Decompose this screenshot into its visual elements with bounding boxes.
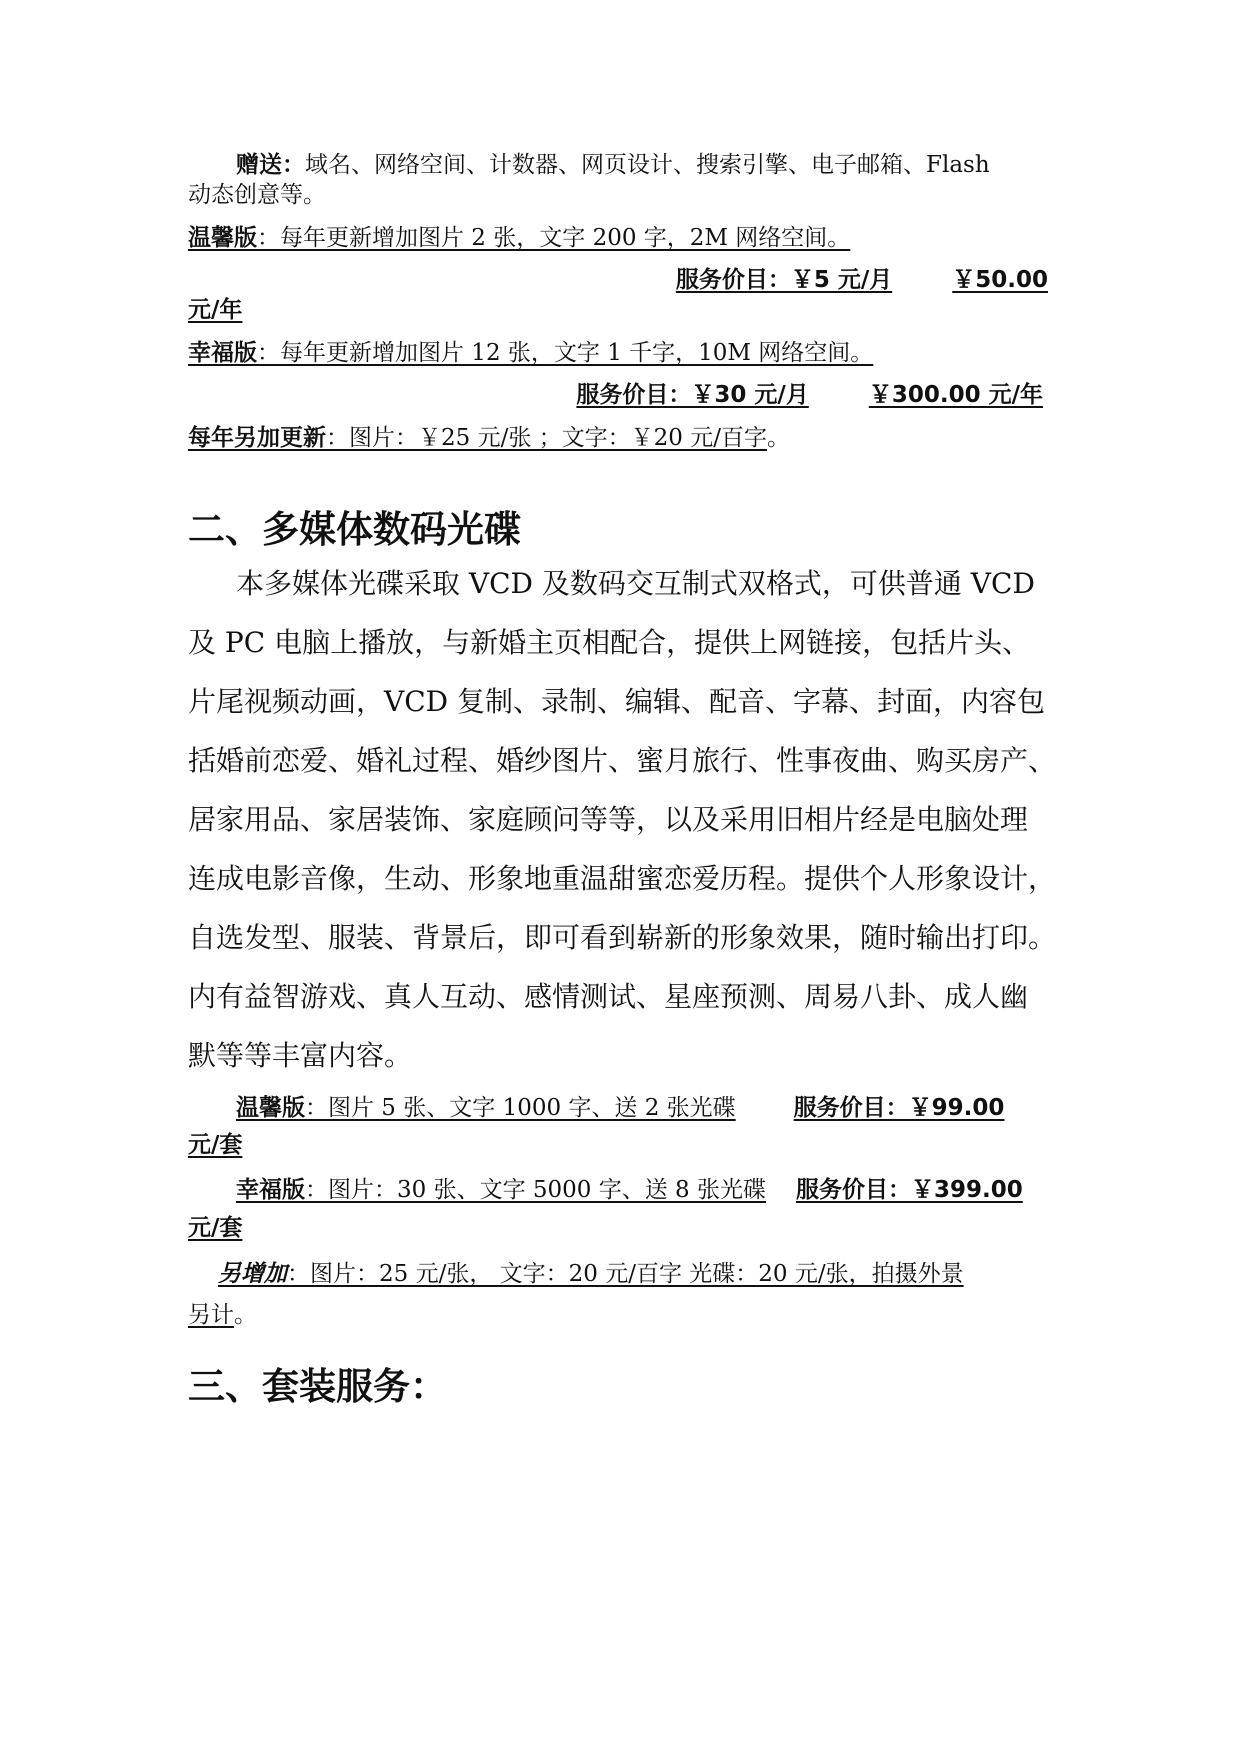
warm-price-month: 服务价目：￥5 元/月: [675, 267, 893, 293]
warm-price-line-2: [188, 295, 1053, 325]
happy-version-line: [188, 338, 1053, 368]
paragraph-line-4: 括婚前恋爱、婚礼过程、婚纱图片、蜜月旅行、性事夜曲、购买房产、: [188, 744, 1057, 777]
paragraph-line-7: 自选发型、服装、背景后，即可看到崭新的形象效果，随时输出打印。: [188, 921, 1057, 954]
cd-extra-line-2: [188, 1300, 1053, 1330]
happy-price-month: 服务价目：￥30 元/月: [576, 382, 809, 408]
gift-text: 域名、网络空间、计数器、网页设计、搜索引擎、电子邮箱、Flash: [305, 152, 990, 178]
warm-price-year-b: 元/年: [188, 297, 243, 323]
cd-happy-price-unit: 元/套: [188, 1215, 243, 1241]
cd-warm-price: 服务价目：￥99.00: [793, 1095, 1005, 1121]
gift-line-2: [188, 180, 1053, 210]
cd-extra-end: 。: [234, 1302, 257, 1328]
paragraph-line-2: 及 PC 电脑上播放，与新婚主页相配合，提供上网链接，包括片头、: [188, 626, 1031, 659]
cd-extra-text-2: 另计: [188, 1302, 234, 1328]
warm-label: 温馨版: [188, 225, 257, 251]
gift-line: [188, 150, 1053, 180]
cd-extra-text: ：图片：25 元/张， 文字：20 元/百字 光碟：20 元/张，拍摄外景: [287, 1261, 964, 1287]
cd-happy-label: 幸福版: [236, 1177, 305, 1203]
cd-happy-price: 服务价目：￥399.00: [796, 1177, 1023, 1203]
paragraph-line-9: 默等等丰富内容。: [188, 1039, 413, 1072]
paragraph-line-3: 片尾视频动画，VCD 复制、录制、编辑、配音、字幕、封面，内容包: [188, 685, 1045, 718]
warm-text: ：每年更新增加图片 2 张，文字 200 字，2M 网络空间。: [257, 225, 851, 251]
gift-text-2: 动态创意等。: [188, 182, 326, 208]
paragraph-line-5: 居家用品、家居装饰、家庭顾问等等，以及采用旧相片经是电脑处理: [188, 803, 1029, 836]
warm-price-line: [188, 265, 1048, 295]
happy-text: ：每年更新增加图片 12 张，文字 1 千字，10M 网络空间。: [257, 340, 874, 366]
cd-happy-line: [188, 1175, 1048, 1205]
cd-happy-line-2: [188, 1213, 1053, 1243]
cd-warm-line: [188, 1093, 1048, 1123]
warm-price-year-a: ￥50.00: [952, 267, 1048, 293]
cd-warm-line-2: [188, 1130, 1053, 1160]
cd-warm-label: 温馨版: [236, 1095, 305, 1121]
cd-happy-text: ：图片：30 张、文字 5000 字、送 8 张光碟: [305, 1177, 766, 1203]
paragraph-line-8: 内有益智游戏、真人互动、感情测试、星座预测、周易八卦、成人幽: [188, 980, 1029, 1013]
extra-update-text: ：图片：￥25 元/张 ；文字：￥20 元/百字: [326, 425, 767, 451]
extra-update-label: 每年另加更新: [188, 425, 326, 451]
section-3-heading: 三、套装服务：: [188, 1365, 447, 1408]
cd-warm-price-unit: 元/套: [188, 1132, 243, 1158]
happy-label: 幸福版: [188, 340, 257, 366]
cd-extra-label: 另增加: [218, 1261, 287, 1287]
cd-extra-line: [188, 1259, 1058, 1289]
paragraph-line-1: 本多媒体光碟采取 VCD 及数码交互制式双格式，可供普通 VCD: [236, 567, 1035, 600]
warm-version-line: [188, 223, 1053, 253]
happy-price-year: ￥300.00 元/年: [868, 382, 1043, 408]
extra-update-end: 。: [766, 425, 790, 451]
gift-label: 赠送：: [236, 152, 305, 178]
section-2-heading: 二、多媒体数码光碟: [188, 508, 521, 551]
extra-update-line: [188, 423, 1053, 453]
happy-price-line: [188, 380, 1043, 410]
paragraph-line-6: 连成电影音像，生动、形象地重温甜蜜恋爱历程。提供个人形象设计，: [188, 862, 1057, 895]
cd-warm-text: ：图片 5 张、文字 1000 字、送 2 张光碟: [305, 1095, 736, 1121]
